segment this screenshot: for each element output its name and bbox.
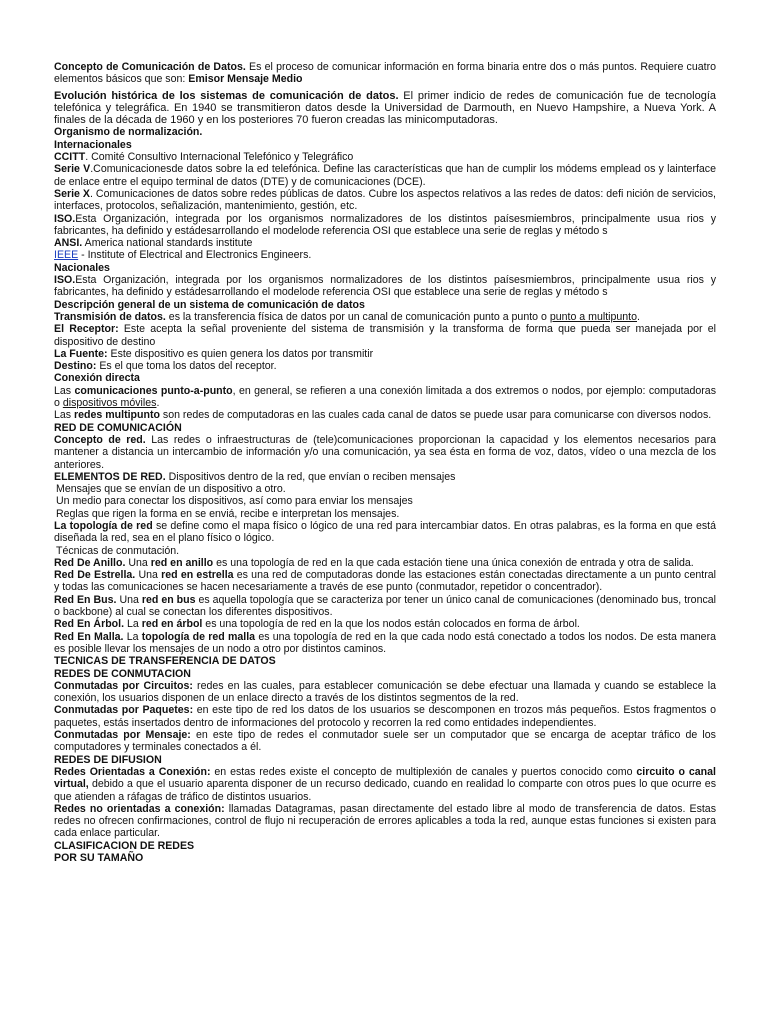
text: , en general, se refieren a una conexión limitada a dos extremos o nodos, por ejemplo: computadoras o [54, 384, 716, 410]
text: . [156, 397, 160, 410]
term: ISO. [54, 274, 76, 287]
term: Red En Árbol. [54, 618, 125, 631]
term: Conmutadas por Paquetes: [54, 704, 194, 717]
document-body [54, 61, 716, 864]
paragraph-transmision [54, 311, 716, 323]
term: Emisor Mensaje Medio [188, 73, 303, 86]
paragraph-receptor [54, 323, 716, 348]
text: Una [135, 569, 162, 582]
term: Concepto de Comunicación de Datos. [54, 61, 246, 73]
term: CCITT [54, 151, 86, 164]
paragraph-orientadas-conexion [54, 766, 716, 803]
term: red en anillo [150, 556, 214, 569]
term: redes multipunto [74, 409, 160, 422]
term: Concepto de red. [54, 433, 146, 446]
paragraph-concepto-red [54, 434, 716, 471]
heading-tecnicas-transferencia: TECNICAS DE TRANSFERENCIA DE DATOS [54, 655, 276, 668]
term: Redes Orientadas a Conexión: [54, 765, 211, 778]
paragraph-red-bus [54, 594, 716, 619]
text: llamadas Datagramas, pasan directamente del estado libre al modo de transferencia de datos. Estas redes no ofrecen confirmaciones, control de flujo ni recuperación de errores aplicables a toda la red, aunque estas funciones si existen para cada enlace particular. [54, 802, 716, 840]
term: Conmutadas por Mensaje: [54, 729, 191, 742]
term: circuito o canal virtual, [54, 765, 716, 791]
dispositivos-moviles-link[interactable]: dispositivos móviles [62, 397, 157, 410]
text: es una red de computadoras donde las estaciones están conectadas directamente a un punto central y todas las comunicaciones se hacen necesariamente a través de ese punto (conmutador, repetidor o concentrador). [54, 569, 716, 594]
term: La topología de red [54, 519, 153, 532]
heading-descripcion: Descripción general de un sistema de comunicación de datos [54, 298, 365, 311]
paragraph-iso-internacional [54, 213, 716, 238]
paragraph-ansi [54, 237, 716, 249]
paragraph-concepto-comunicacion [54, 61, 716, 86]
heading-clasificacion: CLASIFICACION DE REDES [54, 839, 195, 852]
text: La [123, 630, 142, 643]
term: ISO. [54, 212, 76, 225]
text: en este tipo de red los datos de los usuarios se descomponen en trozos más pequeños. Estos fragmentos o paquetes, estás insertados dentro de informaciones del protocolo y recorren la red como entidades independientes. [54, 704, 716, 729]
paragraph-evolucion [54, 90, 716, 127]
text: Es el que toma los datos del receptor. [96, 360, 277, 373]
text: es una topología de red en la que cada estación tiene una única conexión de entrada y otra de salida. [213, 556, 694, 569]
paragraph-iso-nacional [54, 274, 716, 299]
text: es una topología de red en la que los nodos están colocados en forma de árbol. [202, 618, 580, 631]
term: Red En Malla. [54, 630, 124, 643]
text: son redes de computadoras en las cuales cada canal de datos se puede usar para comunicarse con diversos nodos. [159, 409, 712, 422]
term: Red De Anillo. [54, 556, 126, 569]
term: Red En Bus. [54, 593, 117, 606]
text: Una [116, 593, 142, 606]
text: America national standards institute [82, 237, 253, 250]
paragraph-red-arbol [54, 618, 716, 630]
list-item: Reglas que rigen la forma en se enviá, recibe e interpretan los mensajes. [56, 507, 400, 520]
text: Este acepta la señal proveniente del sistema de transmisión y la transforma de forma que pueda ser manejada por el dispositivo de destino [54, 323, 716, 348]
heading-conexion-directa: Conexión directa [54, 372, 140, 385]
term: La Fuente: [54, 347, 108, 360]
text: es una topología de red en la que cada nodo está conectado a todos los nodos. De esta manera es posible llevar los mensajes de un nodo a otro por distintos caminos. [54, 630, 716, 655]
term: red en estrella [161, 569, 234, 582]
term: topología de red malla [141, 630, 256, 643]
term: red en árbol [141, 618, 203, 631]
paragraph-ieee [54, 249, 716, 261]
paragraph-no-orientadas [54, 803, 716, 840]
text: se define como el mapa físico o lógico de una red para intercambiar datos. En otras palabras, es la forma en que está diseñada la red, sea en el plano físico o lógico. [54, 519, 716, 545]
paragraph-tecnicas-conmutacion: Técnicas de conmutación. [56, 544, 180, 557]
text: . Comunicaciones de datos sobre redes públicas de datos. Cubre los aspectos relativos a las redes de datos: defi nición de servicios, interfaces, protocolos, señalización, mantenimiento, gestión, etc. [54, 187, 716, 213]
paragraph-red-estrella [54, 569, 716, 594]
term: Evolución histórica de los sistemas de comunicación de datos. [54, 89, 399, 102]
punto-multipunto-link[interactable]: punto a multipunto [549, 310, 638, 323]
term: Serie X [54, 187, 90, 200]
heading-nacionales: Nacionales [54, 261, 110, 274]
paragraph-topologia [54, 520, 716, 545]
heading-por-tamano: POR SU TAMAÑO [54, 852, 144, 864]
term: ANSI. [54, 237, 83, 250]
term: Conmutadas por Circuitos: [54, 679, 193, 692]
term: El Receptor: [54, 323, 119, 336]
text: .Comunicacionesde datos sobre la ed telefónica. Define las características que han de cumplir los módems emplead os y lainterface de enlace entre el equipo terminal de datos (DTE) y de comunicaciones (DCE). [54, 163, 716, 188]
text: Una [125, 556, 151, 569]
term: red en bus [141, 593, 196, 606]
paragraph-punto-a-punto [54, 385, 716, 410]
text: Este dispositivo es quien genera los datos por transmitir [107, 347, 374, 360]
term: Destino: [54, 360, 97, 373]
term: comunicaciones punto-a-punto [74, 384, 233, 397]
paragraph-multipunto [54, 409, 716, 421]
list-item: Un medio para conectar los dispositivos, así como para enviar los mensajes [56, 495, 413, 508]
text: es la transferencia física de datos por un canal de comunicación punto a punto o [165, 310, 550, 323]
paragraph-red-anillo [54, 557, 716, 569]
text: es aquella topología que se caracteriza por tener un único canal de comunicaciones (denominado bus, troncal o backbone) al cual se conectan los diferentes dispositivos. [54, 593, 716, 619]
term: ELEMENTOS DE RED. [54, 470, 166, 483]
paragraph-red-malla [54, 631, 716, 656]
paragraph-elementos-red [54, 471, 716, 483]
text: . [637, 310, 640, 323]
paragraph-fuente [54, 348, 716, 360]
list-item: Mensajes que se envían de un dispositivo a otro. [56, 483, 286, 496]
paragraph-conmutadas-circuitos [54, 680, 716, 705]
paragraph-conmutadas-mensaje [54, 729, 716, 754]
text: Las [54, 384, 75, 397]
text: Dispositivos dentro de la red, que envían o reciben mensajes [165, 470, 456, 483]
term: Serie V [54, 163, 91, 176]
text: - Institute of Electrical and Electronics Engineers. [78, 249, 312, 262]
text: Es el proceso de comunicar información en forma binaria entre dos o más puntos. Requiere cuatro elementos básicos que son: [54, 61, 716, 86]
ieee-link[interactable]: IEEE [54, 249, 79, 262]
heading-organismo: Organismo de normalización. [54, 126, 203, 139]
paragraph-ccitt [54, 151, 716, 163]
text: redes en las cuales, para establecer comunicación se debe efectuar una llamada y cuando se establece la conexión, los usuarios disponen de un enlace directo a través de los distintos segmentos de la red. [54, 679, 716, 705]
term: Redes no orientadas a conexión: [54, 802, 225, 815]
text: La [124, 618, 142, 631]
heading-redes-conmutacion: REDES DE CONMUTACION [54, 667, 191, 680]
paragraph-conmutadas-paquetes [54, 704, 716, 729]
heading-red-comunicacion: RED DE COMUNICACIÓN [54, 421, 182, 434]
text: en este tipo de redes el conmutador suele ser un computador que se encarga de aceptar tráfico de los computadores y terminales conectados a él. [54, 729, 716, 754]
text: Las redes o infraestructuras de (tele)comunicaciones proporcionan la capacidad y los elementos necesarios para mantener a distancia un intercambio de información y/o una comunicación, ya sea ésta en forma de voz, datos, vídeo o una mezcla de los anteriores. [54, 433, 716, 471]
text: Esta Organización, integrada por los organismos normalizadores de los distintos paísesmiembros, principalmente usua rios y fabricantes, ha definido y estádesarrollando el modelode referencia OSI que establece una serie de reglas y método s [54, 274, 716, 299]
text: debido a que el usuario aparenta disponer de un recurso dedicado, cuando en realidad lo comparte con otros pues lo que ocurre es que atienden a ráfagas de tráfico de distintos usuarios. [54, 778, 716, 803]
text: en estas redes existe el concepto de multiplexión de canales y puertos conocido como [210, 765, 637, 778]
heading-redes-difusion: REDES DE DIFUSION [54, 753, 162, 766]
term: Red De Estrella. [54, 569, 136, 582]
heading-internacionales: Internacionales [54, 138, 132, 151]
paragraph-serie-v [54, 163, 716, 188]
text: Las [54, 409, 75, 422]
text: El primer indicio de redes de comunicación fue de tecnología telefónica y telegráfica. En 1940 se transmitieron datos desde la Universidad de Darmouth, en Nuevo Hampshire, a Nueva York. A finales de la década de 1960 y en los posteriores 70 fueron creadas las minicomputadoras. [54, 89, 716, 127]
paragraph-serie-x [54, 188, 716, 213]
text: . Comité Consultivo Internacional Telefónico y Telegráfico [85, 151, 354, 164]
paragraph-destino [54, 360, 716, 372]
term: Transmisión de datos. [54, 310, 166, 323]
text: Esta Organización, integrada por los organismos normalizadores de los distintos paísesmiembros, principalmente usua rios y fabricantes, ha definido y estádesarrollando el modelode referencia OSI que establece una serie de reglas y método s [54, 212, 716, 237]
